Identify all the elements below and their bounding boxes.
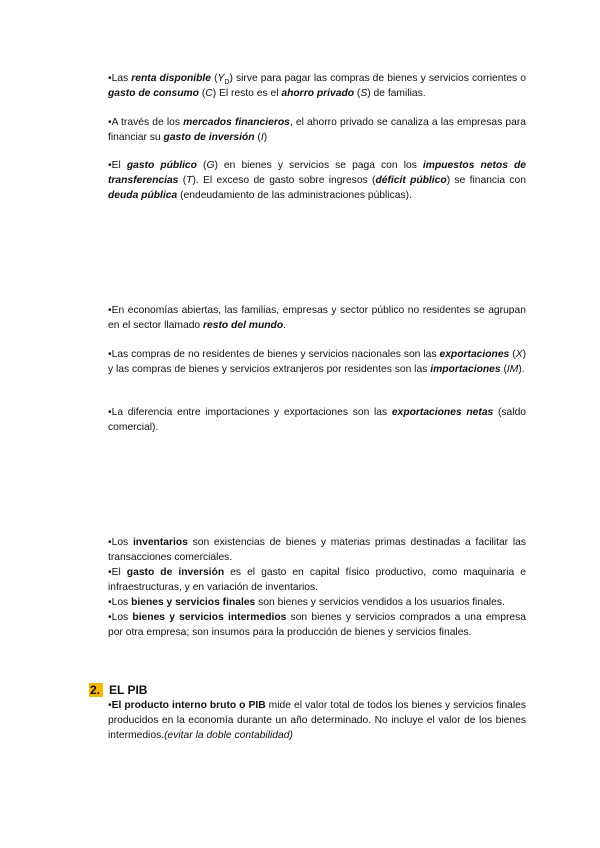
text-run: son bienes y servicios vendidos a los usuarios finales. [255,597,505,608]
paragraph-resto-del-mundo [108,303,526,333]
text-run: ( [254,132,261,143]
text-run: IM [506,364,519,375]
text-run: resto del mundo [203,320,284,331]
text-run: exportaciones [439,349,510,360]
text-run: ( [354,88,361,99]
section-heading [89,682,147,698]
text-run: inventarios [132,537,188,548]
text-run: ) sirve para pagar las compras de bienes y servicios corrientes o [229,73,526,84]
paragraph-exportaciones [108,347,526,377]
text-run: es el gasto en capital físico productivo, como maquinaria e infraestructuras, y en variación de inventarios. [108,567,526,593]
text-run: ( [211,73,218,84]
text-run: mide el valor total de todos los bienes y servicios finales producidos en la economía durante un año determinado. No incluye el valor de los bienes intermedios. [108,700,526,741]
text-run: (evitar la doble contabilidad) [164,730,293,741]
paragraph-gasto-inversion [108,565,526,595]
text-run: ( [500,364,507,375]
text-run: gasto de consumo [108,88,199,99]
text-run: . [283,320,286,331]
text-run: ahorro privado [281,88,355,99]
paragraph-mercados-financieros [108,115,526,145]
text-run: ) se financia con [446,175,527,186]
text-run: mercados financieros [183,117,290,128]
text-run: impuestos netos de transferencias [108,160,527,186]
text-run: (endeudamiento de las administraciones públicas). [177,190,412,201]
text-run: I [260,132,264,143]
paragraph-renta-disponible [108,71,526,101]
text-run: ) en bienes y servicios se paga con los [214,160,423,171]
paragraph-bienes-finales [108,595,526,610]
text-run: ) El resto es el [212,88,282,99]
text-run: son existencias de bienes y materias primas destinadas a facilitar las transacciones comerciales. [108,537,526,563]
text-run: ) [263,132,268,143]
text-run: •Los [108,597,132,608]
text-run: ( [196,160,207,171]
text-run: S [360,88,368,99]
text-run: •A través de los [108,117,184,128]
text-run: G [206,160,215,171]
section-number: 2. [89,683,103,697]
text-run: bienes y servicios finales [131,597,256,608]
section-title: EL PIB [109,683,148,697]
text-run: importaciones [430,364,501,375]
text-run: •El [108,160,127,171]
text-run: gasto de inversión [126,567,225,578]
text-run: ). El exceso de gasto sobre ingresos ( [192,175,376,186]
text-run: •El [108,567,127,578]
paragraph-pib [108,698,526,743]
text-run: D [224,79,230,87]
text-run: ( [198,88,206,99]
text-run: T [186,175,193,186]
text-run: ( [509,349,516,360]
text-run: •Los [108,537,133,548]
text-run: ( [178,175,187,186]
paragraph-bienes-intermedios [108,610,526,640]
text-run: X [515,349,523,360]
text-run: déficit público [375,175,447,186]
text-run: ) y las compras de bienes y servicios extranjeros por residentes son las [108,349,526,375]
definitions-block [108,535,526,640]
text-run: Y [217,73,225,84]
paragraph-inventarios [108,535,526,565]
text-run: El producto interno bruto o PIB [111,700,266,711]
text-run: deuda pública [108,190,178,201]
text-run: , el ahorro privado se canaliza a las empresas para financiar su [108,117,526,143]
text-run: •En economías abiertas, las familias, empresas y sector público no residentes se agrupan en el sector llamado [108,305,526,331]
paragraph-exportaciones-netas [108,405,526,435]
text-run: • [108,700,112,711]
text-run: •Los [108,612,133,623]
text-run: renta disponible [131,73,212,84]
text-run: gasto público [126,160,197,171]
text-run: ) de familias. [367,88,426,99]
text-run: C [205,88,213,99]
text-run: exportaciones netas [391,407,494,418]
text-run: •La diferencia entre importaciones y exportaciones son las [108,407,392,418]
text-run: son bienes y servicios comprados a una empresa por otra empresa; son insumos para la producción de bienes y servicios finales. [108,612,526,638]
text-run: •Las [108,73,132,84]
text-run: bienes y servicios intermedios [132,612,287,623]
text-run: (saldo comercial). [108,407,527,433]
text-run: gasto de inversión [163,132,255,143]
paragraph-gasto-publico [108,158,526,203]
text-run: •Las compras de no residentes de bienes y servicios nacionales son las [108,349,440,360]
text-run: ). [518,364,525,375]
